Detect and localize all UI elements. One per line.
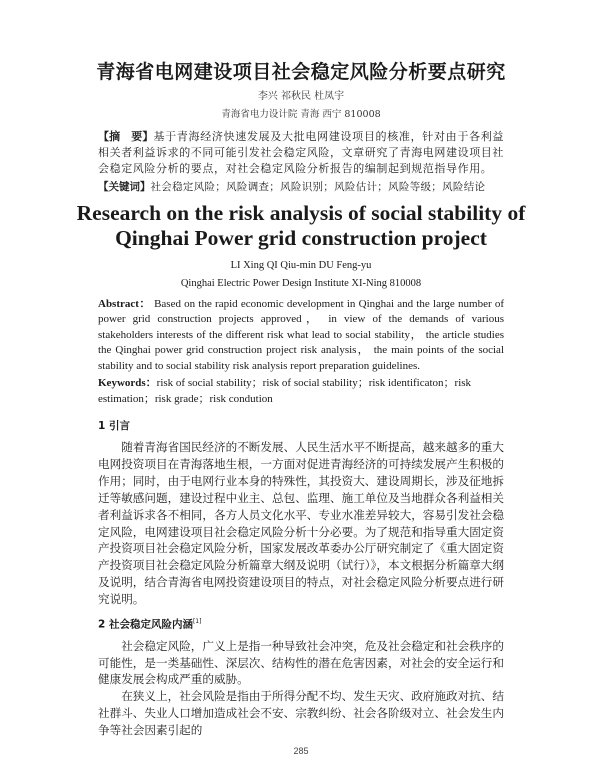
english-abstract-label: Abstract： (98, 298, 151, 310)
english-title (58, 201, 544, 251)
chinese-abstract-text: 基于青海经济快速发展及大批电网建设项目的核准，针对由于各利益相关者利益诉求的不同可能引发社会稳定风险，文章研究了青海电网建设项目社会稳定风险分析的要点，对社会稳定风险分析报告的编制起到规范指导作用。 (98, 130, 505, 175)
paragraph: 随着青海省国民经济的不断发展、人民生活水平不断提高，越来越多的重大电网投资项目在青海落地生根，一方面对促进青海经济的可持续发展产生积极的作用；同时，由于电网行业本身的特殊性，其投资大、建设周期长，涉及征地拆迁等敏感问题，建设过程中业主、总包、监理、施工单位及当地群众各利益相关者利益诉求各不相同，各方人员文化水平、专业水准差异较大，容易引发社会稳定风险，电网建设项目社会稳定风险分析十分必要。为了规范和指导重大固定资产投资项目社会稳定风险分析，国家发展改革委办公厅研究制定了《重大固定资产投资项目社会稳定风险分析篇章大纲及说明（试行）》，本文根据分析篇章大纲及说明，结合青海省电网投资建设项目的特点，对社会稳定风险分析要点进行研究说明。 (98, 440, 504, 607)
english-abstract-text: Based on the rapid economic development in Qinghai and the large number of power grid construction projects approved， in view of the demands of various stakeholders interests of the different risk what lead to social stability， the article studies the Qinghai power grid construction project risk analysis， the main points of the social stability and to social stability risk analysis report preparation guidelines. (98, 298, 504, 372)
paragraph: 在狭义上，社会风险是指由于所得分配不均、发生天灾、政府施政对抗、结社群斗、失业人口增加造成社会不安、宗教纠纷、社会各阶级对立、社会发生内争等社会因素引起的 (98, 689, 504, 738)
english-keywords (98, 375, 504, 407)
citation-ref: [1] (192, 618, 202, 626)
chinese-affiliation: 青海省电力设计院 青海 西宁 810008 (221, 109, 381, 120)
english-abstract (98, 297, 504, 374)
english-title-line-1: Research on the risk analysis of social stability of (76, 201, 526, 225)
chinese-keywords (98, 179, 504, 195)
chinese-title: 青海省电网建设项目社会稳定风险分析要点研究 (96, 61, 506, 83)
section-heading-introduction (98, 419, 504, 434)
chinese-abstract (98, 129, 504, 177)
english-keywords-text: risk of social stability；risk of social stability；risk identificaton；risk estimation；risk grade；risk condution (98, 377, 472, 406)
english-affiliation: Qinghai Electric Power Design Institute XI-Ning 810008 (180, 278, 422, 289)
chinese-abstract-label: 【摘 要】 (98, 130, 154, 143)
english-keywords-label: Keywords： (98, 377, 157, 390)
section-heading-text: 2 社会稳定风险内涵 (98, 618, 193, 631)
page-number: 285 (293, 746, 309, 757)
chinese-keywords-label: 【关键词】 (98, 181, 151, 193)
chinese-keywords-text: 社会稳定风险；风险调查；风险识别；风险估计；风险等级；风险结论 (150, 181, 486, 193)
english-authors: LI Xing QI Qiu-min DU Feng-yu (230, 260, 372, 271)
paragraph: 社会稳定风险，广义上是指一种导致社会冲突，危及社会稳定和社会秩序的可能性，是一类基础性、深层次、结构性的潜在危害因素，对社会的安全运行和健康发展会构成严重的威胁。 (98, 638, 504, 687)
chinese-authors: 李兴 祁秋民 杜凤宇 (257, 91, 345, 102)
section-heading-text: 1 引言 (98, 420, 130, 433)
english-title-line-2: Qinghai Power grid construction project (115, 226, 487, 250)
section-heading-social-stability-risk (98, 614, 504, 633)
